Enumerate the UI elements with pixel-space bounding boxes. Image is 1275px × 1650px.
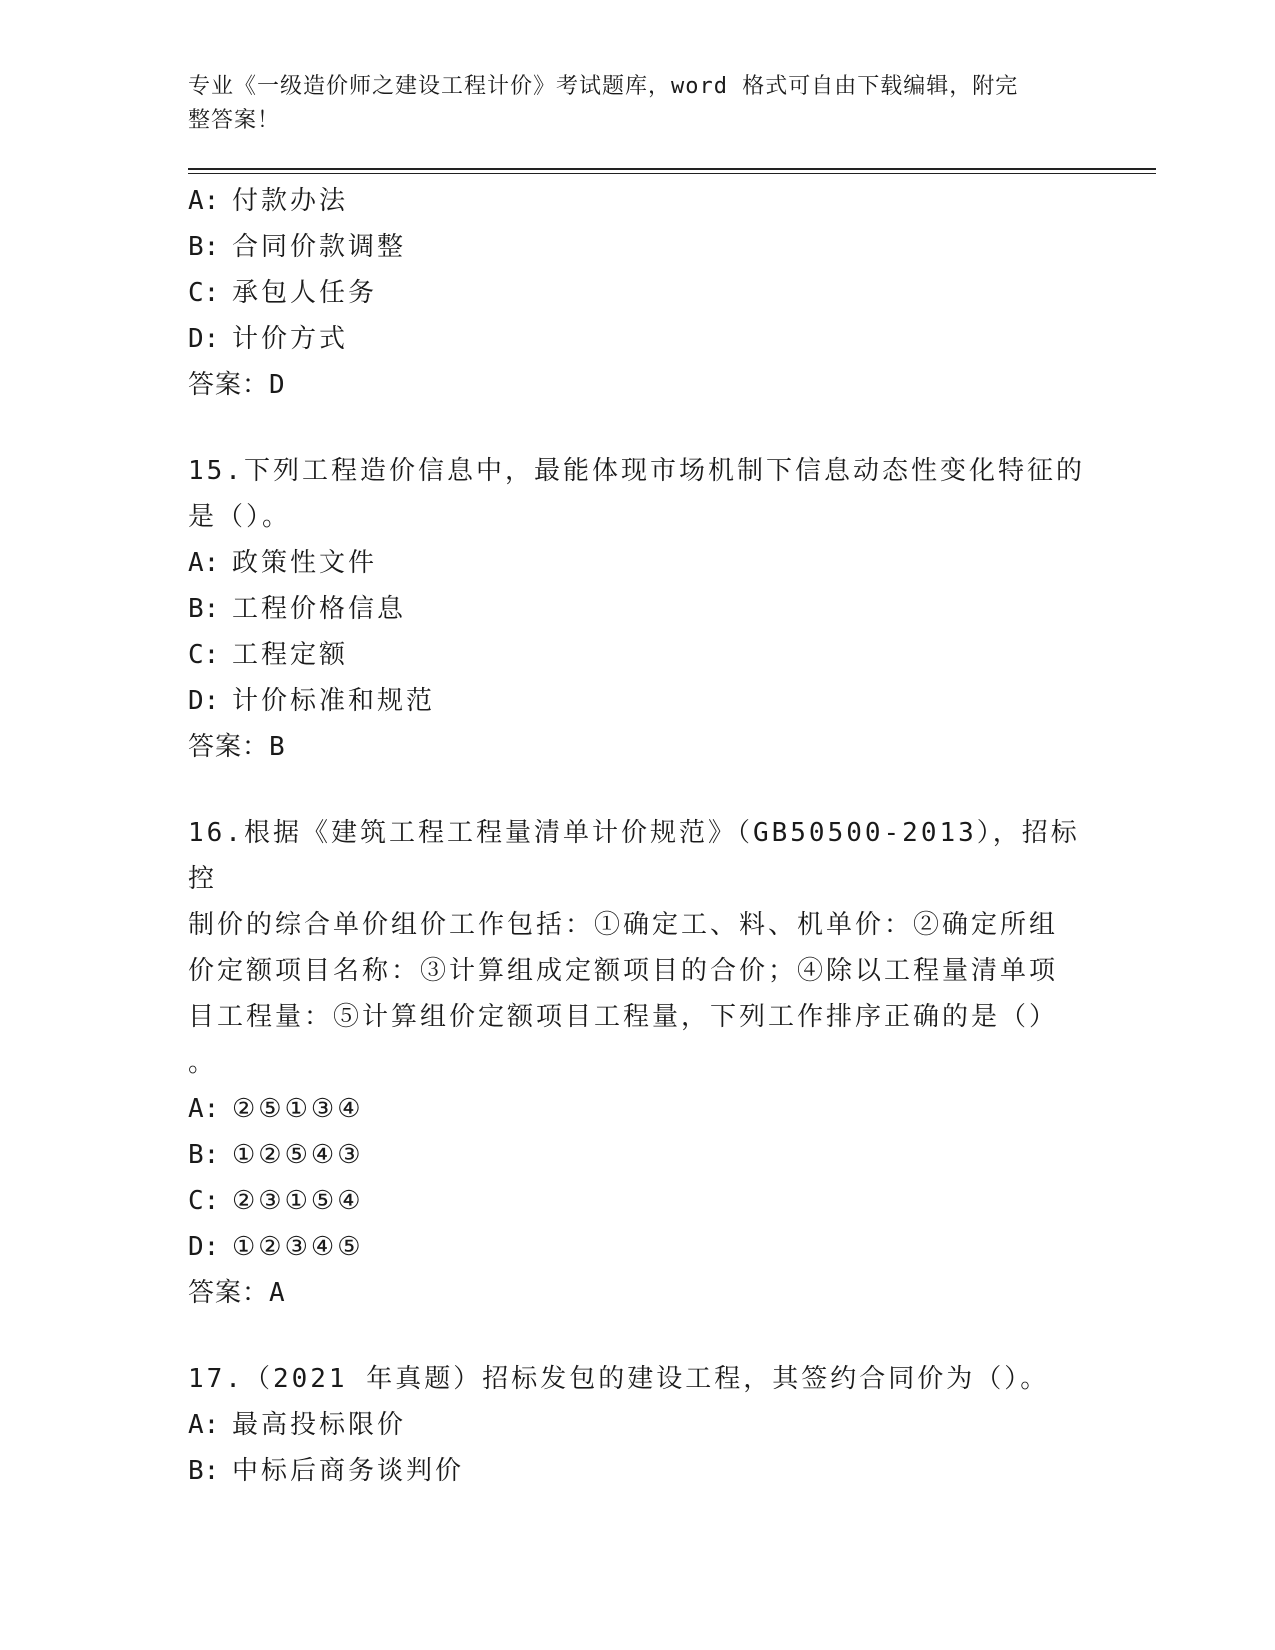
question-stem — [188, 810, 1088, 1086]
option-d — [188, 678, 1148, 724]
stem-line: 是（）。 — [188, 502, 292, 532]
option-text: 付款办法 — [232, 186, 349, 216]
stem-line: 制价的综合单价组价工作包括：①确定工、料、机单价：②确定所组 — [188, 910, 1059, 940]
stem-line: 17.（2021 年真题）招标发包的建设工程，其签约合同价为（）。 — [188, 1364, 1050, 1394]
option-letter: C: — [188, 278, 220, 308]
option-text: ①②⑤④③ — [232, 1140, 364, 1170]
header-divider — [188, 168, 1156, 174]
question-16 — [188, 810, 1148, 1316]
option-letter: B: — [188, 594, 220, 624]
answer-line: 答案：A — [188, 1278, 286, 1308]
option-d — [188, 1224, 1148, 1270]
option-letter: A: — [188, 186, 220, 216]
option-text: 最高投标限价 — [232, 1410, 407, 1440]
question-15 — [188, 448, 1148, 770]
option-letter: A: — [188, 1094, 220, 1124]
option-letter: A: — [188, 1410, 220, 1440]
option-letter: D: — [188, 324, 220, 354]
option-a — [188, 178, 1148, 224]
option-letter: C: — [188, 1186, 220, 1216]
option-letter: A: — [188, 548, 220, 578]
option-text: ①②③④⑤ — [232, 1232, 364, 1262]
option-a — [188, 1086, 1148, 1132]
option-a — [188, 1402, 1148, 1448]
option-b — [188, 586, 1148, 632]
option-text: 工程价格信息 — [232, 594, 407, 624]
option-text: 工程定额 — [232, 640, 349, 670]
option-c — [188, 270, 1148, 316]
option-letter: B: — [188, 1140, 220, 1170]
option-text: 合同价款调整 — [232, 232, 407, 262]
header-line-2: 整答案！ — [188, 108, 281, 133]
document-header — [188, 70, 1068, 138]
option-text: 中标后商务谈判价 — [232, 1456, 465, 1486]
question-14-continued — [188, 178, 1148, 408]
option-d — [188, 316, 1148, 362]
option-text: 政策性文件 — [232, 548, 378, 578]
question-stem — [188, 448, 1088, 540]
option-c — [188, 1178, 1148, 1224]
option-text: ②⑤①③④ — [232, 1094, 364, 1124]
option-b — [188, 1448, 1148, 1494]
option-b — [188, 1132, 1148, 1178]
answer-line: 答案：B — [188, 732, 286, 762]
document-page — [188, 70, 1148, 1494]
option-text: 承包人任务 — [232, 278, 378, 308]
stem-line: 价定额项目名称：③计算组成定额项目的合价；④除以工程量清单项 — [188, 956, 1059, 986]
option-text: ②③①⑤④ — [232, 1186, 364, 1216]
option-letter: D: — [188, 686, 220, 716]
option-text: 计价方式 — [232, 324, 349, 354]
option-letter: C: — [188, 640, 220, 670]
header-line-1: 专业《一级造价师之建设工程计价》考试题库，word 格式可自由下载编辑，附完 — [188, 74, 1019, 99]
option-letter: D: — [188, 1232, 220, 1262]
option-text: 计价标准和规范 — [232, 686, 436, 716]
option-letter: B: — [188, 1456, 220, 1486]
stem-line: 15.下列工程造价信息中，最能体现市场机制下信息动态性变化特征的 — [188, 456, 1085, 486]
option-c — [188, 632, 1148, 678]
question-stem — [188, 1356, 1088, 1402]
stem-line: 目工程量：⑤计算组价定额项目工程量，下列工作排序正确的是（） — [188, 1002, 1059, 1032]
stem-line: 。 — [188, 1048, 218, 1078]
stem-line: 16.根据《建筑工程工程量清单计价规范》（GB50500-2013），招标控 — [188, 818, 1080, 894]
option-letter: B: — [188, 232, 220, 262]
question-17 — [188, 1356, 1148, 1494]
option-b — [188, 224, 1148, 270]
answer-line: 答案：D — [188, 370, 286, 400]
option-a — [188, 540, 1148, 586]
